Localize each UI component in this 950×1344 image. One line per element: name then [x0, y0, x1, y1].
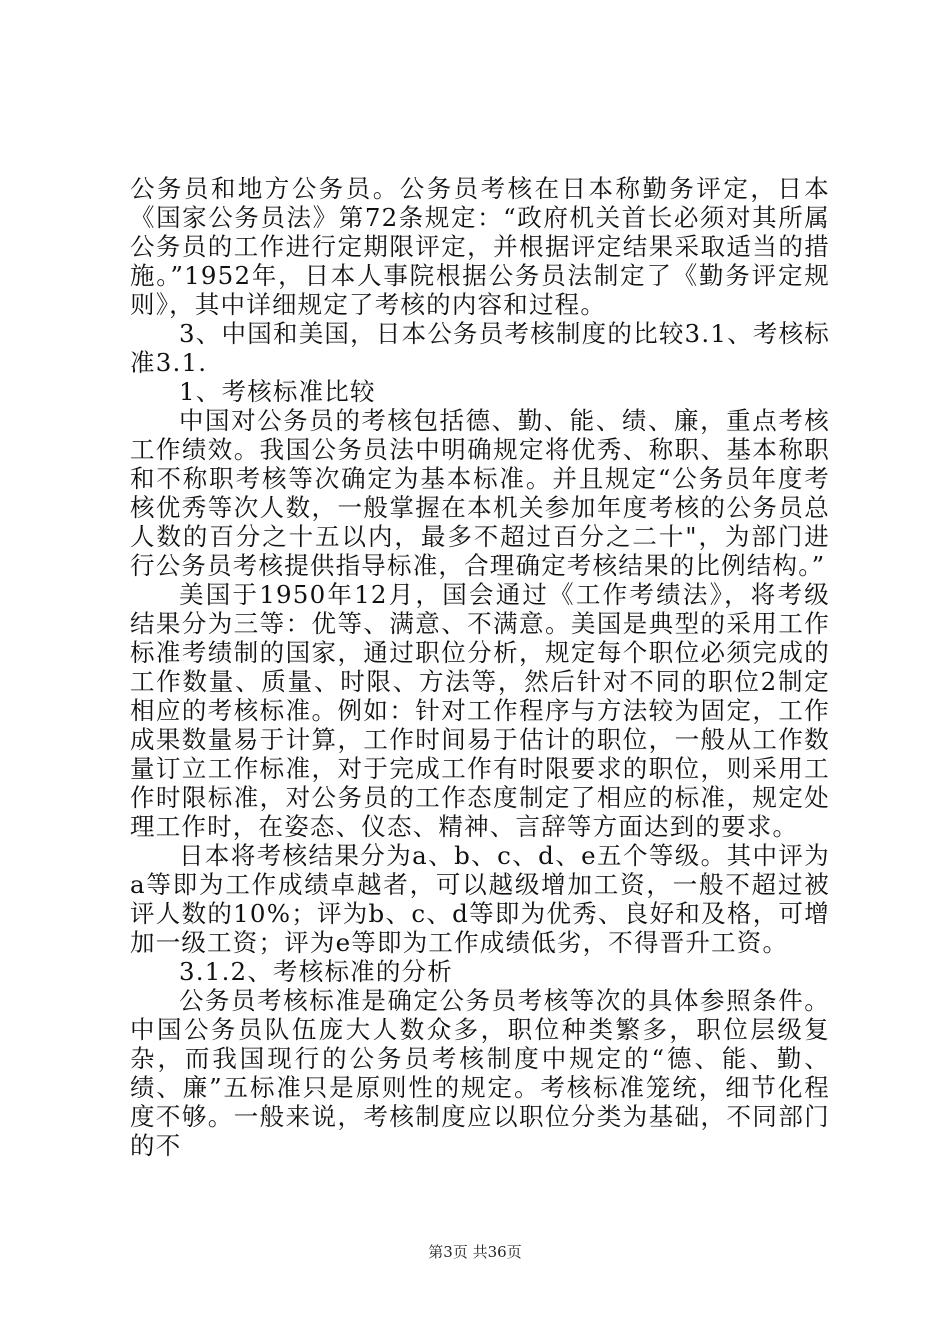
paragraph-japan-standards: 日本将考核结果分为a、b、c、d、e五个等级。其中评为a等即为工作成绩卓越者，可以越级增加工资，一般不超过被评人数的10%；评为b、c、d等即为优秀、良好和及格，可增加一级工资；评为e等即为工作成绩低劣，不得晋升工资。	[130, 841, 830, 957]
paragraph-us-standards: 美国于1950年12月，国会通过《工作考绩法》，将考级结果分为三等：优等、满意、不满意。美国是典型的采用工作标准考绩制的国家，通过职位分析，规定每个职位必须完成的工作数量、质量、时限、方法等，然后针对不同的职位2制定相应的考核标准。例如：针对工作程序与方法较为固定，工作成果数量易于计算，工作时间易于估计的职位，一般从工作数量订立工作标准，对于完成工作有时限要求的职位，则采用工作时限标准，对公务员的工作态度制定了相应的标准，规定处理工作时，在姿态、仪态、精神、言辞等方面达到的要求。	[130, 580, 830, 841]
page-footer: 第3页 共36页	[428, 1243, 522, 1261]
subsection-heading-analysis: 3.1.2、考核标准的分析	[179, 957, 453, 986]
subsection-heading-standards: 1、考核标准比较	[179, 377, 376, 406]
paragraph-china-standards: 中国对公务员的考核包括德、勤、能、绩、廉，重点考核工作绩效。我国公务员法中明确规定将优秀、称职、基本称职和不称职考核等次确定为基本标准。并且规定“公务员年度考核优秀等次人数，一般掌握在本机关参加年度考核的公务员总人数的百分之十五以内，最多不超过百分之二十"，为部门进行公务员考核提供指导标准，合理确定考核结果的比例结构。”	[130, 406, 830, 580]
paragraph-analysis: 公务员考核标准是确定公务员考核等次的具体参照条件。中国公务员队伍庞大人数众多，职位种类繁多，职位层级复杂，而我国现行的公务员考核制度中规定的“德、能、勤、绩、廉”五标准只是原则性的规定。考核标准笼统，细节化程度不够。一般来说，考核制度应以职位分类为基础，不同部门的不	[130, 986, 830, 1160]
paragraph-intro-japan: 公务员和地方公务员。公务员考核在日本称勤务评定，日本《国家公务员法》第72条规定：“政府机关首长必须对其所属公务员的工作进行定期限评定，并根据评定结果采取适当的措施。”1952年，日本人事院根据公务员法制定了《勤务评定规则》，其中详细规定了考核的内容和过程。	[130, 174, 830, 319]
section-heading-comparison: 3、中国和美国，日本公务员考核制度的比较3.1、考核标准3.1.	[130, 319, 830, 377]
document-body	[130, 174, 830, 1160]
